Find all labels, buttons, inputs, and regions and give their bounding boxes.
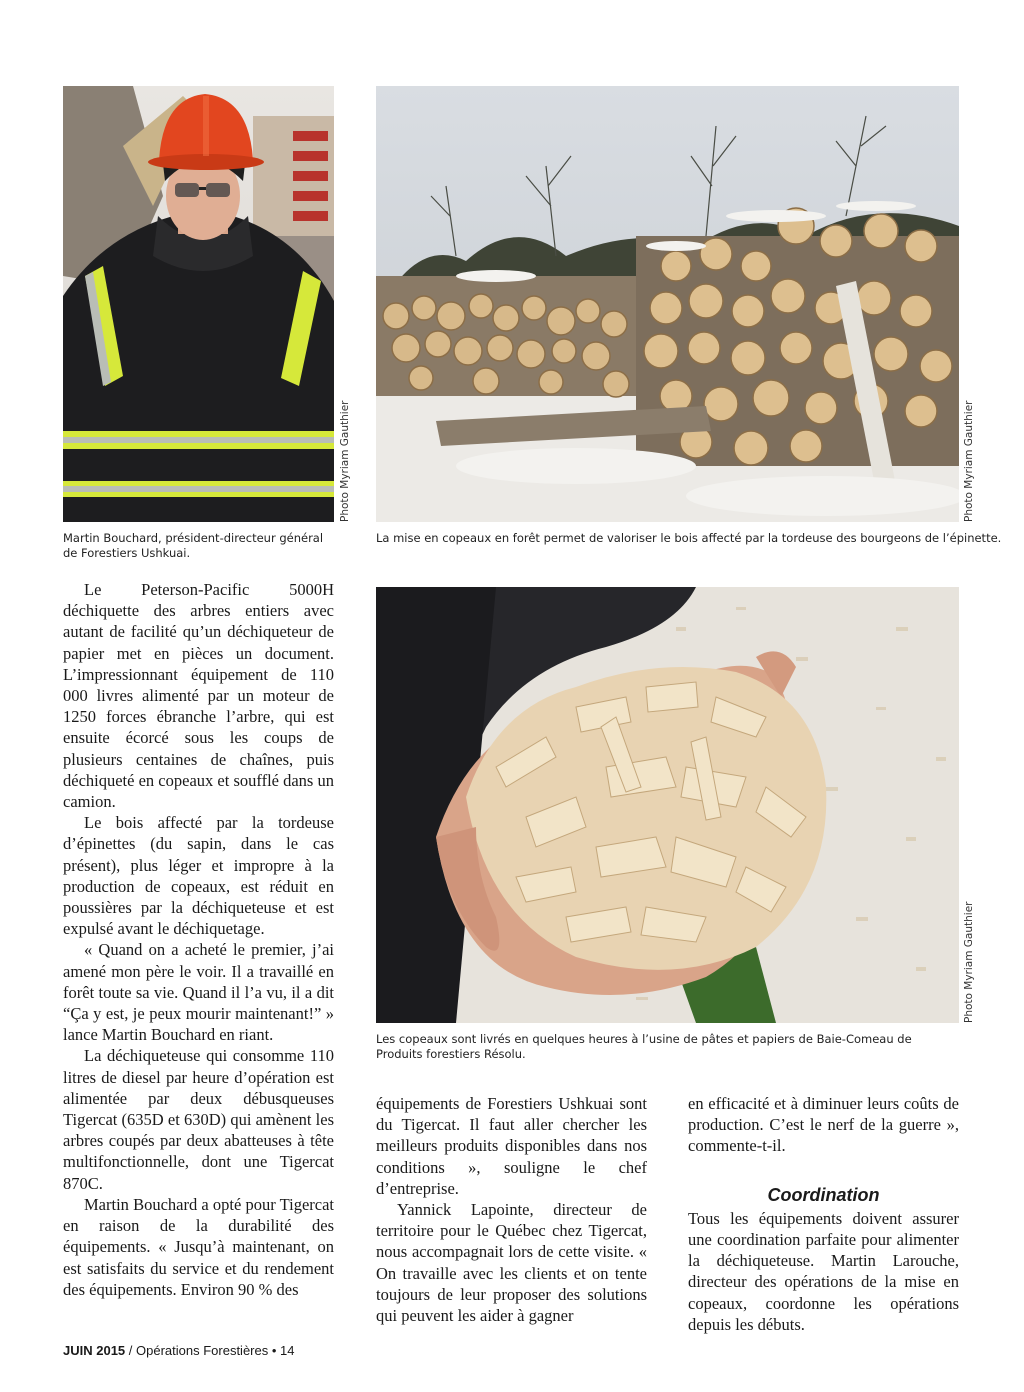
paragraph: en efficacité et à diminuer leurs coûts de production. C’est le nerf de la guerre », commente-t-il. xyxy=(688,1094,959,1156)
logs-photo xyxy=(376,86,959,522)
paragraph: équipements de Forestiers Ushkuai sont du Tigercat. Il faut aller chercher les meilleurs produits disponibles dans nos conditions », souligne le chef d’entreprise. xyxy=(376,1094,647,1198)
portrait-illustration xyxy=(63,86,334,522)
article-column-1 xyxy=(63,579,334,1300)
paragraph: Martin Bouchard a opté pour Tigercat en raison de la durabilité des équipements. « Jusqu’à maintenant, on est satisfaits du service et du rendement des équipements. Environ 90 % des xyxy=(63,1194,334,1299)
paragraph: Le bois affecté par la tordeuse d’épinettes (du sapin, dans le cas présent), plus léger et impropre à la production de copeaux, est réduit en poussières par la déchiqueteuse et est expulsé avant le déchiquetage. xyxy=(63,813,334,939)
paragraph: La déchiqueteuse qui consomme 110 litres de diesel par heure d’opération est alimentée par deux débusqueuses Tigercat (635D et 630D) qui amènent les arbres coupés par deux abatteuses à tête multifonctionnelle, dont une Tigercat 870C. xyxy=(63,1046,334,1193)
article-column-2 xyxy=(376,1093,647,1326)
page-number: 14 xyxy=(280,1343,295,1358)
page-footer xyxy=(63,1343,294,1358)
section-heading: Coordination xyxy=(767,1184,880,1205)
article-column-3 xyxy=(688,1093,959,1335)
portrait-caption: Martin Bouchard, président-directeur général de Forestiers Ushkuai. xyxy=(63,531,324,560)
logs-photo-credit: Photo Myriam Gauthier xyxy=(963,400,975,522)
footer-publication: / Opérations Forestières • xyxy=(128,1343,277,1358)
chips-photo xyxy=(376,587,959,1023)
paragraph: Le Peterson-Pacific 5000H déchiquette des arbres entiers avec autant de facilité qu’un déchiqueteur de papier met en pièces un document. L’impressionnant équipement de 110 000 livres alimenté par un moteur de 1250 forces ébranche l’arbre, qui est ensuite écorcé sous les coups de plusieurs centaines de chaînes, puis déchiqueté en copeaux et soufflé dans un camion. xyxy=(63,580,334,812)
chips-photo-credit: Photo Myriam Gauthier xyxy=(963,901,975,1023)
paragraph: « Quand on a acheté le premier, j’ai amené mon père le voir. Il a travaillé en forêt toute sa vie. Quand il l’a vu, il a dit “Ça y est, je peux mourir maintenant!” » lance Martin Bouchard en riant. xyxy=(63,940,334,1045)
footer-issue: JUIN 2015 xyxy=(63,1343,126,1358)
portrait-photo xyxy=(63,86,334,522)
chips-illustration xyxy=(376,587,959,1023)
chips-caption: Les copeaux sont livrés en quelques heures à l’usine de pâtes et papiers de Baie-Comeau de Produits forestiers Résolu. xyxy=(376,1032,912,1061)
paragraph: Tous les équipements doivent assurer une coordination parfaite pour alimenter la déchiqueteuse. Martin Larouche, directeur des opérations de la mise en copeaux, coordonne les opérations depuis les débuts. xyxy=(688,1208,959,1334)
logs-caption: La mise en copeaux en forêt permet de valoriser le bois affecté par la tordeuse des bourgeons de l’épinette. xyxy=(376,531,1002,545)
portrait-photo-credit: Photo Myriam Gauthier xyxy=(339,400,351,522)
logs-illustration xyxy=(376,86,959,522)
paragraph: Yannick Lapointe, directeur de territoire pour le Québec chez Tigercat, nous accompagnait lors de cette visite. « On travaille avec les clients et on tente toujours de leur proposer des solutions qui peuvent les aider à gagner xyxy=(376,1200,647,1326)
